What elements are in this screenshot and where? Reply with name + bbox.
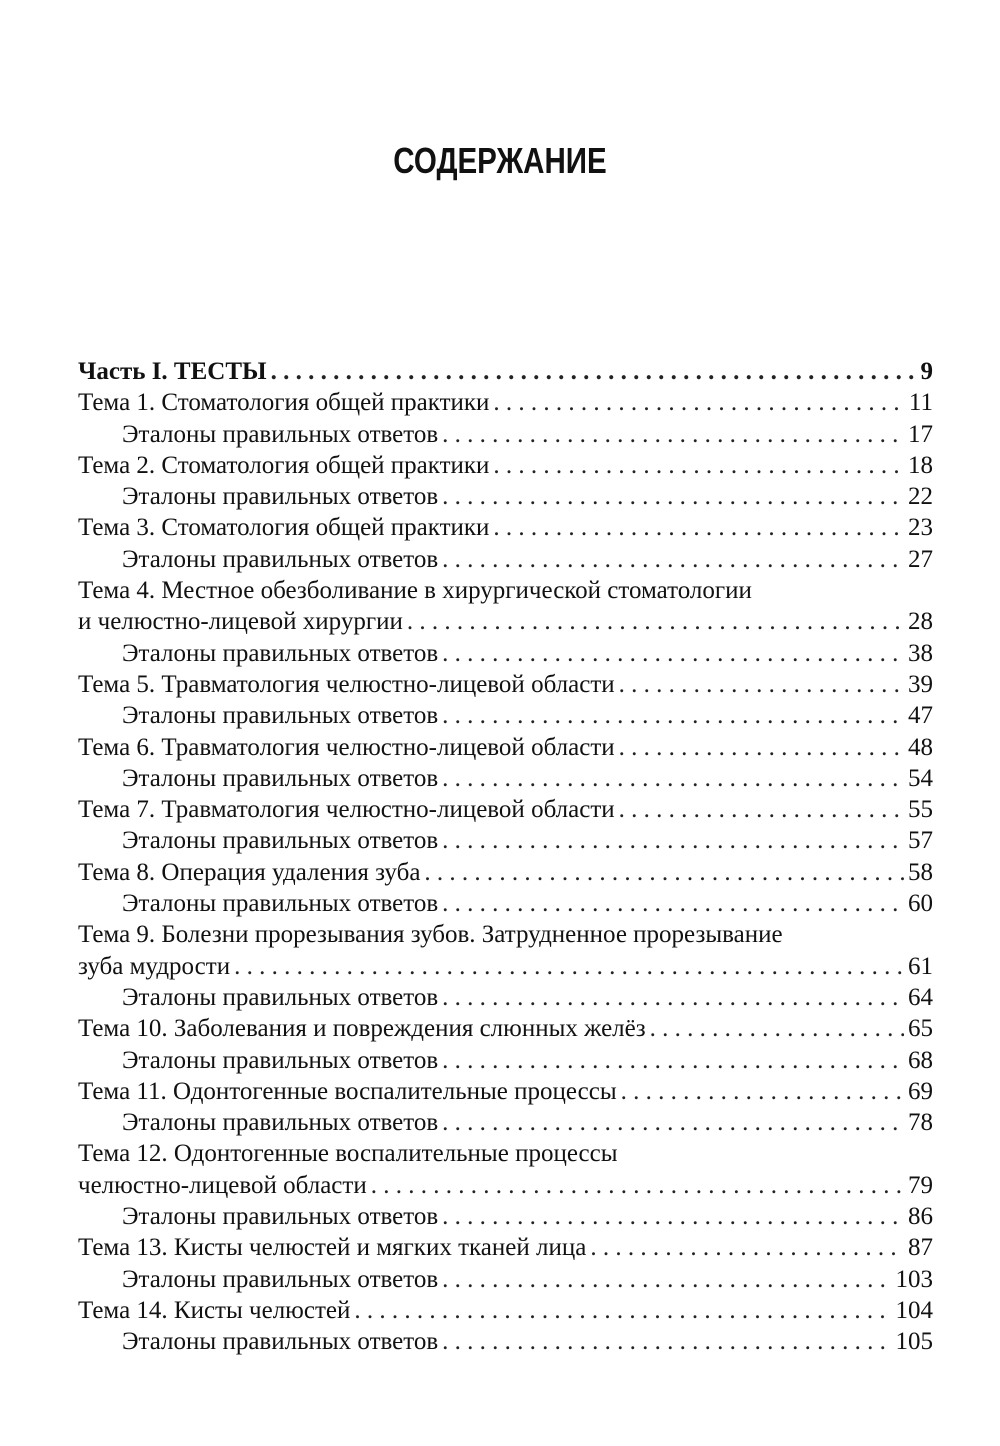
toc-answers-entry <box>78 1045 933 1076</box>
toc-answers-entry <box>78 481 933 512</box>
toc-answers-entry <box>78 1201 933 1232</box>
toc-entry-label: Эталоны правильных ответов <box>122 545 439 573</box>
dot-leader <box>371 1170 904 1201</box>
toc-answers-entry <box>78 419 933 450</box>
toc-page-number: 86 <box>908 1203 933 1231</box>
toc-answers-entry <box>78 1107 933 1138</box>
toc-page-number: 22 <box>908 483 933 511</box>
toc-page-number: 28 <box>908 608 933 636</box>
toc-answers-entry <box>78 544 933 575</box>
toc-topic-entry <box>78 669 933 700</box>
toc-page-number: 64 <box>908 983 933 1011</box>
toc-answers-entry <box>78 1326 933 1357</box>
toc-entry-label: Тема 8. Операция удаления зуба <box>78 858 421 886</box>
toc-entry-label: Тема 12. Одонтогенные воспалительные процессы <box>78 1140 618 1168</box>
toc-entry-label: Тема 11. Одонтогенные воспалительные процессы <box>78 1077 617 1105</box>
toc-entry-label: Тема 10. Заболевания и повреждения слюнных желёз <box>78 1015 646 1043</box>
toc-topic-entry <box>78 575 933 606</box>
dot-leader <box>442 982 904 1013</box>
toc-page-number: 17 <box>908 420 933 448</box>
toc-entry-label: Тема 6. Травматология челюстно-лицевой области <box>78 733 615 761</box>
toc-entry-label: Эталоны правильных ответов <box>122 1265 439 1293</box>
toc-entry-label: Эталоны правильных ответов <box>122 1203 439 1231</box>
dot-leader <box>354 1295 891 1326</box>
toc-entry-label: Эталоны правильных ответов <box>122 1046 439 1074</box>
toc-entry-label: Эталоны правильных ответов <box>122 890 439 918</box>
dot-leader <box>493 450 904 481</box>
toc-topic-entry <box>78 1170 933 1201</box>
toc-answers-entry <box>78 638 933 669</box>
toc-entry-label: Тема 5. Травматология челюстно-лицевой области <box>78 670 615 698</box>
toc-page-number: 69 <box>908 1077 933 1105</box>
toc-topic-entry <box>78 1232 933 1263</box>
toc-page-number: 78 <box>908 1109 933 1137</box>
dot-leader <box>650 1013 904 1044</box>
toc-topic-entry <box>78 1295 933 1326</box>
dot-leader <box>619 794 904 825</box>
toc-entry-label: Тема 4. Местное обезболивание в хирургической стоматологии <box>78 577 752 605</box>
toc-entry-label: Часть I. ТЕСТЫ <box>78 358 267 385</box>
dot-leader <box>442 1201 904 1232</box>
toc-page-number: 48 <box>908 733 933 761</box>
toc-page-number: 18 <box>908 451 933 479</box>
dot-leader <box>619 732 904 763</box>
dot-leader <box>442 763 904 794</box>
toc-page-number: 68 <box>908 1046 933 1074</box>
toc-entry-label: Тема 7. Травматология челюстно-лицевой области <box>78 796 615 824</box>
toc-entry-label: Тема 13. Кисты челюстей и мягких тканей лица <box>78 1234 587 1262</box>
toc-topic-entry <box>78 919 933 950</box>
toc-page-number: 61 <box>908 952 933 980</box>
dot-leader <box>442 888 904 919</box>
toc-answers-entry <box>78 982 933 1013</box>
dot-leader <box>271 356 917 387</box>
toc-page-number: 38 <box>908 639 933 667</box>
dot-leader <box>407 606 904 637</box>
toc-page-number: 105 <box>895 1328 933 1356</box>
toc-page-number: 65 <box>908 1015 933 1043</box>
toc-topic-entry <box>78 1013 933 1044</box>
dot-leader <box>424 857 904 888</box>
table-of-contents <box>78 356 933 1358</box>
dot-leader <box>619 669 904 700</box>
toc-page-number: 103 <box>895 1265 933 1293</box>
dot-leader <box>442 1264 891 1295</box>
toc-topic-entry <box>78 857 933 888</box>
toc-entry-label: Эталоны правильных ответов <box>122 420 439 448</box>
dot-leader <box>442 481 904 512</box>
toc-topic-entry <box>78 951 933 982</box>
toc-entry-label: и челюстно-лицевой хирургии <box>78 608 403 636</box>
dot-leader <box>442 1326 891 1357</box>
toc-page-number: 87 <box>908 1234 933 1262</box>
toc-entry-label: Тема 2. Стоматология общей практики <box>78 451 490 479</box>
toc-topic-entry <box>78 606 933 637</box>
toc-entry-label: Эталоны правильных ответов <box>122 483 439 511</box>
toc-page-number: 60 <box>908 890 933 918</box>
toc-topic-entry <box>78 450 933 481</box>
toc-entry-label: Эталоны правильных ответов <box>122 983 439 1011</box>
toc-page-number: 47 <box>908 702 933 730</box>
toc-entry-label: зуба мудрости <box>78 952 231 980</box>
dot-leader <box>442 1045 904 1076</box>
toc-topic-entry <box>78 512 933 543</box>
toc-topic-entry <box>78 1138 933 1169</box>
toc-page-number: 79 <box>908 1171 933 1199</box>
toc-page-number: 9 <box>920 358 933 385</box>
dot-leader <box>493 512 904 543</box>
toc-entry-label: Тема 1. Стоматология общей практики <box>78 389 490 417</box>
toc-answers-entry <box>78 700 933 731</box>
toc-page-number: 23 <box>908 514 933 542</box>
toc-topic-entry <box>78 1076 933 1107</box>
dot-leader <box>442 1107 904 1138</box>
toc-page-number: 104 <box>895 1296 933 1324</box>
toc-part-entry <box>78 356 933 387</box>
toc-page-number: 39 <box>908 670 933 698</box>
dot-leader <box>590 1232 904 1263</box>
toc-answers-entry <box>78 1264 933 1295</box>
toc-answers-entry <box>78 888 933 919</box>
page-title: СОДЕРЖАНИЕ <box>393 140 607 181</box>
toc-topic-entry <box>78 732 933 763</box>
toc-entry-label: Тема 14. Кисты челюстей <box>78 1296 351 1324</box>
dot-leader <box>234 951 904 982</box>
dot-leader <box>442 638 904 669</box>
toc-entry-label: Эталоны правильных ответов <box>122 702 439 730</box>
dot-leader <box>442 419 904 450</box>
toc-entry-label: Эталоны правильных ответов <box>122 1328 439 1356</box>
toc-page-number: 57 <box>908 827 933 855</box>
toc-page-number: 27 <box>908 545 933 573</box>
toc-entry-label: Тема 3. Стоматология общей практики <box>78 514 490 542</box>
toc-page-number: 55 <box>908 796 933 824</box>
dot-leader <box>442 700 904 731</box>
toc-answers-entry <box>78 825 933 856</box>
toc-entry-label: челюстно-лицевой области <box>78 1171 367 1199</box>
toc-page-number: 58 <box>908 858 933 886</box>
dot-leader <box>442 544 904 575</box>
toc-entry-label: Эталоны правильных ответов <box>122 639 439 667</box>
toc-entry-label: Эталоны правильных ответов <box>122 827 439 855</box>
toc-entry-label: Тема 9. Болезни прорезывания зубов. Затрудненное прорезывание <box>78 921 783 949</box>
toc-page-number: 54 <box>908 764 933 792</box>
dot-leader <box>621 1076 904 1107</box>
dot-leader <box>442 825 904 856</box>
toc-page-number: 11 <box>908 389 933 417</box>
toc-answers-entry <box>78 763 933 794</box>
toc-topic-entry <box>78 794 933 825</box>
toc-entry-label: Эталоны правильных ответов <box>122 764 439 792</box>
toc-entry-label: Эталоны правильных ответов <box>122 1109 439 1137</box>
dot-leader <box>493 387 905 418</box>
toc-topic-entry <box>78 387 933 418</box>
